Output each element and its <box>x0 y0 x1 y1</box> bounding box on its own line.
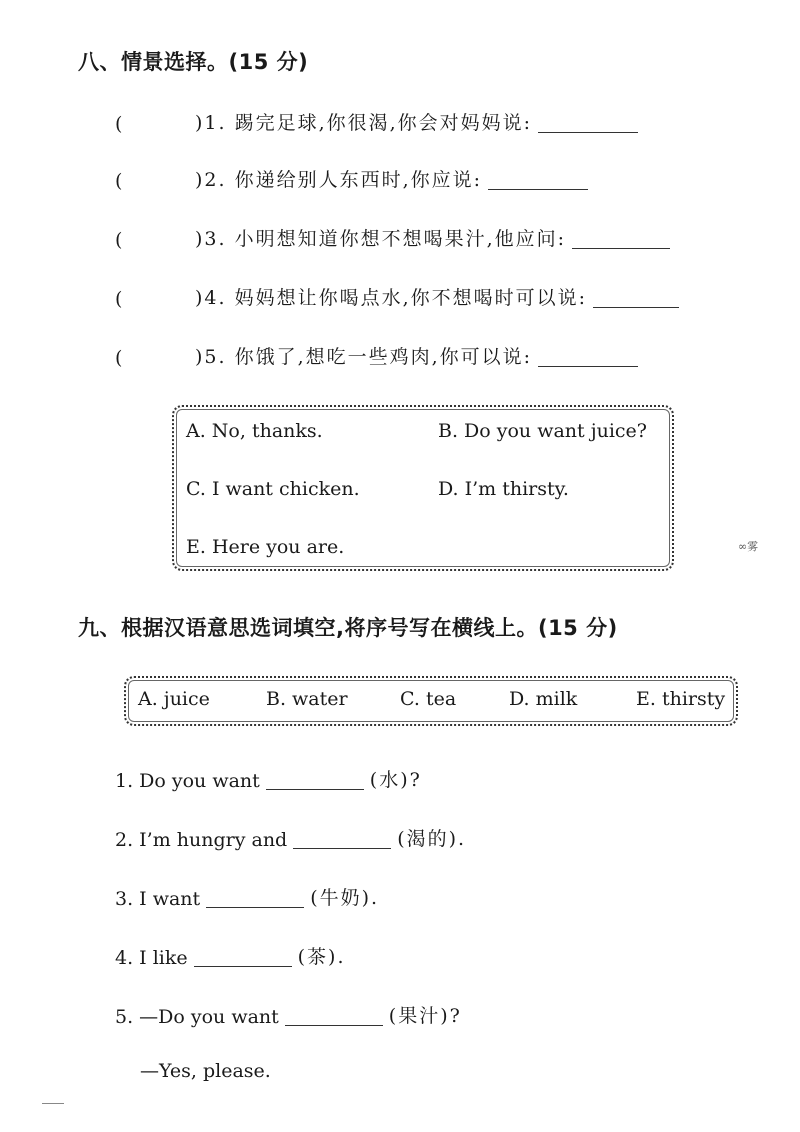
answer-blank[interactable] <box>293 847 391 849</box>
question-5: ( )5. 你饿了,想吃一些鸡肉,你可以说: <box>115 342 638 369</box>
side-mark: ∞雾 <box>738 540 759 553</box>
answer-blank[interactable] <box>206 906 304 908</box>
word-thirsty: E. thirsty <box>636 688 726 710</box>
option-c: C. I want chicken. <box>186 478 360 500</box>
option-e: E. Here you are. <box>186 536 345 558</box>
question-1: ( )1. 踢完足球,你很渴,你会对妈妈说: <box>115 108 638 135</box>
answer-blank[interactable] <box>593 306 679 308</box>
fill-item-5: 5. —Do you want (果汁)? <box>115 1005 462 1028</box>
answer-blank[interactable] <box>538 131 638 133</box>
fill-item-3: 3. I want (牛奶). <box>115 887 380 910</box>
fill-item-1: 1. Do you want (水)? <box>115 769 422 792</box>
fill-item-2: 2. I’m hungry and (渴的). <box>115 828 467 851</box>
option-a: A. No, thanks. <box>186 420 323 442</box>
question-3: ( )3. 小明想知道你想不想喝果汁,他应问: <box>115 224 670 251</box>
option-d: D. I’m thirsty. <box>438 478 569 500</box>
answer-blank[interactable] <box>285 1024 383 1026</box>
word-water: B. water <box>266 688 348 710</box>
fill-item-4: 4. I like (茶). <box>115 946 346 969</box>
word-milk: D. milk <box>509 688 578 710</box>
question-4: ( )4. 妈妈想让你喝点水,你不想喝时可以说: <box>115 283 679 310</box>
answer-blank[interactable] <box>572 247 670 249</box>
answer-blank[interactable] <box>538 365 638 367</box>
section-9-heading: 九、根据汉语意思选词填空,将序号写在横线上。(15 分) <box>78 616 618 640</box>
option-b: B. Do you want juice? <box>438 420 647 442</box>
answer-blank[interactable] <box>194 965 292 967</box>
fill-item-5-reply: —Yes, please. <box>140 1060 271 1082</box>
question-2: ( )2. 你递给别人东西时,你应说: <box>115 165 588 192</box>
section-8-heading: 八、情景选择。(15 分) <box>78 50 309 74</box>
answer-blank[interactable] <box>266 788 364 790</box>
word-tea: C. tea <box>400 688 457 710</box>
word-juice: A. juice <box>138 688 210 710</box>
corner-mark <box>42 1103 64 1104</box>
answer-blank[interactable] <box>488 188 588 190</box>
